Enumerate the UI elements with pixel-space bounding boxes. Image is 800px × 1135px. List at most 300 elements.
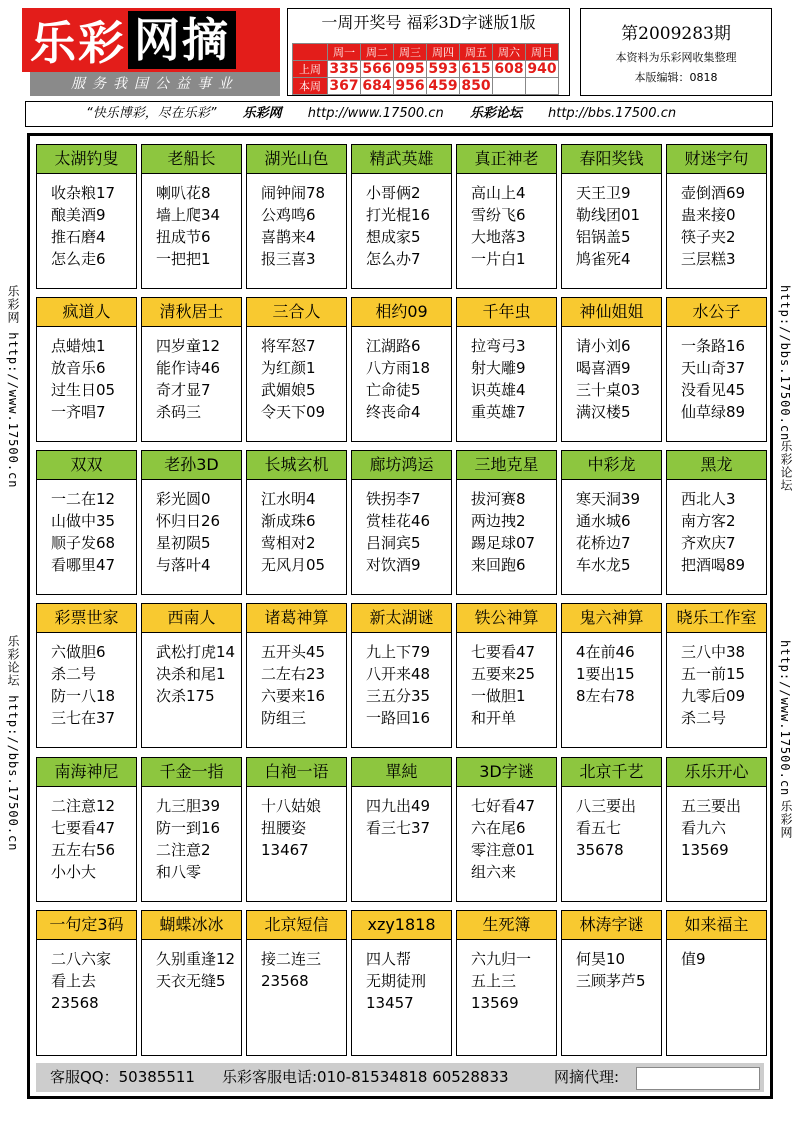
puzzle-card-body bbox=[667, 940, 766, 970]
puzzle-line: 久别重逢12 bbox=[156, 950, 236, 968]
puzzle-line: 打光棍16 bbox=[366, 206, 431, 224]
puzzle-line: 铁拐李7 bbox=[366, 490, 421, 508]
puzzle-line: 拔河赛8 bbox=[471, 490, 526, 508]
puzzle-line: 1要出15 bbox=[576, 665, 635, 683]
logo-text-red: 乐彩 bbox=[30, 16, 126, 70]
this-week-number bbox=[526, 78, 559, 95]
side-text-left-bottom: 乐彩论坛 http://bbs.17500.cn bbox=[6, 635, 20, 852]
side-text-right-top: http://bbs.17500.cn bbox=[778, 285, 792, 442]
puzzle-line: 五三要出 bbox=[681, 797, 742, 815]
puzzle-card-body bbox=[142, 633, 241, 707]
puzzle-card-body bbox=[457, 633, 556, 729]
logo-text-black: 网摘 bbox=[128, 11, 236, 69]
weekly-draw-title: 一周开奖号 福彩3D字谜版1版 bbox=[321, 13, 536, 32]
puzzle-card bbox=[36, 450, 137, 595]
puzzle-line: 三五分35 bbox=[366, 687, 431, 705]
puzzle-card-title: 一句定3码 bbox=[37, 911, 136, 940]
puzzle-card-title: 财迷字句 bbox=[667, 145, 766, 174]
puzzle-card bbox=[36, 144, 137, 289]
puzzle-card-body bbox=[352, 787, 451, 839]
puzzle-line: 八方雨18 bbox=[366, 359, 431, 377]
slogan: 服务我国公益事业 bbox=[30, 72, 280, 96]
puzzle-card bbox=[666, 297, 767, 442]
puzzle-card-body bbox=[667, 787, 766, 861]
puzzle-line: 七要看47 bbox=[471, 643, 536, 661]
puzzle-line: 喝喜酒9 bbox=[576, 359, 631, 377]
puzzle-line: 对饮酒9 bbox=[366, 556, 421, 574]
puzzle-card-body bbox=[247, 633, 346, 729]
puzzle-line: 看上去 bbox=[51, 972, 97, 990]
site-label: 乐彩网 bbox=[242, 106, 282, 121]
puzzle-line: 看九六 bbox=[681, 819, 727, 837]
puzzle-card-body bbox=[352, 940, 451, 1014]
puzzle-line: 六要来16 bbox=[261, 687, 326, 705]
puzzle-card-body bbox=[247, 174, 346, 270]
puzzle-line: 墙上爬34 bbox=[156, 206, 221, 224]
puzzle-line: 收杂粮17 bbox=[51, 184, 116, 202]
puzzle-card-title: 北京短信 bbox=[247, 911, 346, 940]
puzzle-line: 组六来 bbox=[471, 863, 517, 881]
puzzle-card bbox=[456, 297, 557, 442]
puzzle-card bbox=[456, 910, 557, 1056]
puzzle-line: 铝锅盖5 bbox=[576, 228, 631, 246]
puzzle-line: 酿美酒9 bbox=[51, 206, 106, 224]
weekday-header: 周四 bbox=[427, 44, 460, 61]
puzzle-line: 一做胆1 bbox=[471, 687, 526, 705]
puzzle-line: 天衣无缝5 bbox=[156, 972, 226, 990]
puzzle-line: 三顾茅芦5 bbox=[576, 972, 646, 990]
puzzle-line: 三八中38 bbox=[681, 643, 746, 661]
puzzle-line: 齐欢庆7 bbox=[681, 534, 736, 552]
puzzle-line: 通水城6 bbox=[576, 512, 631, 530]
puzzle-card bbox=[141, 603, 242, 748]
puzzle-card-body bbox=[37, 787, 136, 883]
puzzle-card-title: 南海神尼 bbox=[37, 758, 136, 787]
puzzle-line: 顺子发68 bbox=[51, 534, 116, 552]
puzzle-card-body bbox=[247, 327, 346, 423]
puzzle-card bbox=[561, 910, 662, 1056]
puzzle-card bbox=[561, 450, 662, 595]
puzzle-card-title: 真正神老 bbox=[457, 145, 556, 174]
puzzle-card bbox=[351, 910, 452, 1056]
puzzle-card-title: 如来福主 bbox=[667, 911, 766, 940]
puzzle-line: 仙草绿89 bbox=[681, 403, 746, 421]
puzzle-line: 想成家5 bbox=[366, 228, 421, 246]
puzzle-card-body bbox=[457, 787, 556, 883]
puzzle-line: 五左右56 bbox=[51, 841, 116, 859]
puzzle-card bbox=[246, 910, 347, 1056]
puzzle-line: 一片白1 bbox=[471, 250, 526, 268]
puzzle-card-title: 生死簿 bbox=[457, 911, 556, 940]
issue-number: 第2009283期 bbox=[621, 24, 731, 44]
puzzle-line: 4在前46 bbox=[576, 643, 635, 661]
puzzle-line: 一二在12 bbox=[51, 490, 116, 508]
puzzle-line: 五一前15 bbox=[681, 665, 746, 683]
puzzle-card-body bbox=[667, 480, 766, 576]
puzzle-line: 莺相对2 bbox=[261, 534, 316, 552]
source-note: 本资料为乐彩网收集整理 bbox=[615, 51, 737, 64]
puzzle-line: 点蜡烛1 bbox=[51, 337, 106, 355]
puzzle-card-body bbox=[142, 174, 241, 270]
puzzle-line: 决杀和尾1 bbox=[156, 665, 226, 683]
puzzle-line: 奇才显7 bbox=[156, 381, 211, 399]
puzzle-line: 天王卫9 bbox=[576, 184, 631, 202]
editor-note: 本版编辑：0818 bbox=[634, 71, 718, 84]
puzzle-card-body bbox=[457, 327, 556, 423]
puzzle-line: 彩光圆0 bbox=[156, 490, 211, 508]
site-link[interactable]: http://www.17500.cn bbox=[307, 106, 444, 121]
puzzle-card-body bbox=[247, 787, 346, 861]
puzzle-line: 杀码三 bbox=[156, 403, 202, 421]
puzzle-line: 二注意2 bbox=[156, 841, 211, 859]
agent-label: 网摘代理: bbox=[554, 1068, 620, 1086]
puzzle-line: 杀二号 bbox=[681, 709, 727, 727]
weekly-draw-table bbox=[292, 43, 559, 95]
puzzle-line: 壶倒酒69 bbox=[681, 184, 746, 202]
puzzle-line: 大地落3 bbox=[471, 228, 526, 246]
puzzle-line: 13457 bbox=[366, 994, 414, 1012]
puzzle-card-body bbox=[352, 174, 451, 270]
this-week-number: 459 bbox=[428, 78, 458, 94]
puzzle-card-title: 千年虫 bbox=[457, 298, 556, 327]
puzzle-line: 重英雄7 bbox=[471, 403, 526, 421]
puzzle-card-body bbox=[667, 327, 766, 423]
puzzle-card bbox=[351, 144, 452, 289]
puzzle-line: 喜鹊来4 bbox=[261, 228, 316, 246]
puzzle-line: 踢足球07 bbox=[471, 534, 536, 552]
puzzle-card-title: 三地克星 bbox=[457, 451, 556, 480]
puzzle-card-title: 單純 bbox=[352, 758, 451, 787]
agent-field[interactable] bbox=[636, 1067, 760, 1090]
this-week-number: 684 bbox=[362, 78, 392, 94]
puzzle-card-title: 太湖钓叟 bbox=[37, 145, 136, 174]
puzzle-line: 无期徒刑 bbox=[366, 972, 427, 990]
puzzle-line: 四岁童12 bbox=[156, 337, 221, 355]
puzzle-line: 看五七 bbox=[576, 819, 622, 837]
this-week-number bbox=[493, 78, 526, 95]
puzzle-line: 西北人3 bbox=[681, 490, 736, 508]
puzzle-line: 怀归日26 bbox=[156, 512, 221, 530]
puzzle-line: 寒天洞39 bbox=[576, 490, 641, 508]
puzzle-line: 六在尾6 bbox=[471, 819, 526, 837]
puzzle-card-title: 长城玄机 bbox=[247, 451, 346, 480]
puzzle-card bbox=[561, 297, 662, 442]
puzzle-card-body bbox=[352, 327, 451, 423]
puzzle-card-body bbox=[37, 480, 136, 576]
puzzle-card-body bbox=[37, 327, 136, 423]
puzzle-line: 怎么办7 bbox=[366, 250, 421, 268]
puzzle-line: 一把把1 bbox=[156, 250, 211, 268]
puzzle-line: 公鸡鸣6 bbox=[261, 206, 316, 224]
puzzle-card-title: 彩票世家 bbox=[37, 604, 136, 633]
puzzle-line: 将军怒7 bbox=[261, 337, 316, 355]
puzzle-line: 七要看47 bbox=[51, 819, 116, 837]
puzzle-card bbox=[666, 757, 767, 902]
puzzle-line: 射大雕9 bbox=[471, 359, 526, 377]
puzzle-line: 雪纷飞6 bbox=[471, 206, 526, 224]
puzzle-line: 拉弯弓3 bbox=[471, 337, 526, 355]
puzzle-card-title: 疯道人 bbox=[37, 298, 136, 327]
puzzle-line: 赏桂花46 bbox=[366, 512, 431, 530]
puzzle-line: 防组三 bbox=[261, 709, 307, 727]
puzzle-card bbox=[246, 603, 347, 748]
puzzle-line: 和开单 bbox=[471, 709, 517, 727]
puzzle-card-title: 白袍一语 bbox=[247, 758, 346, 787]
puzzle-line: 三七在37 bbox=[51, 709, 116, 727]
puzzle-card-title: 鬼六神算 bbox=[562, 604, 661, 633]
puzzle-card-body bbox=[457, 480, 556, 576]
puzzle-card bbox=[666, 144, 767, 289]
puzzle-line: 六九归一 bbox=[471, 950, 532, 968]
last-week-number: 566 bbox=[362, 61, 392, 77]
puzzle-card-title: 诸葛神算 bbox=[247, 604, 346, 633]
puzzle-card-title: 林涛字谜 bbox=[562, 911, 661, 940]
puzzle-line: 23568 bbox=[51, 994, 99, 1012]
weekday-header: 周五 bbox=[460, 44, 493, 61]
puzzle-line: 过生日05 bbox=[51, 381, 116, 399]
puzzle-line: 零注意01 bbox=[471, 841, 536, 859]
puzzle-line: 十八姑娘 bbox=[261, 797, 322, 815]
this-week-label: 本周 bbox=[293, 78, 328, 95]
side-text-left-top: 乐彩网 http://www.17500.cn bbox=[6, 285, 20, 489]
puzzle-card-title: 老船长 bbox=[142, 145, 241, 174]
site-logo bbox=[22, 8, 280, 72]
puzzle-line: 八开来48 bbox=[366, 665, 431, 683]
puzzle-line: 13467 bbox=[261, 841, 309, 859]
puzzle-card-body bbox=[667, 633, 766, 729]
puzzle-line: 五要来25 bbox=[471, 665, 536, 683]
puzzle-card-body bbox=[142, 327, 241, 423]
puzzle-card-title: 湖光山色 bbox=[247, 145, 346, 174]
forum-label: 乐彩论坛 bbox=[469, 106, 522, 121]
puzzle-card-title: 清秋居士 bbox=[142, 298, 241, 327]
puzzle-card bbox=[141, 297, 242, 442]
last-week-number: 095 bbox=[395, 61, 425, 77]
puzzle-line: 一齐唱7 bbox=[51, 403, 106, 421]
puzzle-card bbox=[666, 910, 767, 1056]
puzzle-line: 五上三 bbox=[471, 972, 517, 990]
puzzle-card bbox=[36, 603, 137, 748]
puzzle-card bbox=[36, 297, 137, 442]
puzzle-line: 扭腰姿 bbox=[261, 819, 307, 837]
issue-panel bbox=[580, 8, 772, 96]
puzzle-card-body bbox=[562, 327, 661, 423]
puzzle-card-body bbox=[562, 633, 661, 707]
puzzle-line: 二注意12 bbox=[51, 797, 116, 815]
last-week-label: 上周 bbox=[293, 61, 328, 78]
last-week-number: 335 bbox=[329, 61, 359, 77]
puzzle-line: 扭成节6 bbox=[156, 228, 211, 246]
puzzle-card-body bbox=[142, 480, 241, 576]
puzzle-card bbox=[561, 144, 662, 289]
puzzle-line: 值9 bbox=[681, 950, 706, 968]
puzzle-card bbox=[456, 603, 557, 748]
puzzle-line: 山做中35 bbox=[51, 512, 116, 530]
puzzle-card bbox=[36, 757, 137, 902]
service-phone: 乐彩客服电话:010-81534818 60528833 bbox=[222, 1068, 509, 1086]
puzzle-line: 小哥俩2 bbox=[366, 184, 421, 202]
puzzle-line: 13569 bbox=[681, 841, 729, 859]
puzzle-card bbox=[351, 297, 452, 442]
puzzle-line: 车水龙5 bbox=[576, 556, 631, 574]
puzzle-line: 二八六家 bbox=[51, 950, 112, 968]
puzzle-line: 13569 bbox=[471, 994, 519, 1012]
puzzle-card-title: 3D字谜 bbox=[457, 758, 556, 787]
weekday-header: 周二 bbox=[361, 44, 394, 61]
puzzle-card bbox=[666, 450, 767, 595]
puzzle-line: 小小大 bbox=[51, 863, 97, 881]
puzzle-card-body bbox=[562, 174, 661, 270]
puzzle-line: 令天下09 bbox=[261, 403, 326, 421]
puzzle-card-title: 老孙3D bbox=[142, 451, 241, 480]
weekday-header: 周三 bbox=[394, 44, 427, 61]
puzzle-line: 闹钟闹78 bbox=[261, 184, 326, 202]
puzzle-line: 来回跑6 bbox=[471, 556, 526, 574]
puzzle-line: 防一八18 bbox=[51, 687, 116, 705]
puzzle-card-body bbox=[457, 174, 556, 270]
puzzle-card-title: 新太湖谜 bbox=[352, 604, 451, 633]
puzzle-line: 吕洞宾5 bbox=[366, 534, 421, 552]
puzzle-card-title: 晓乐工作室 bbox=[667, 604, 766, 633]
puzzle-line: 放音乐6 bbox=[51, 359, 106, 377]
footer-bar bbox=[36, 1063, 764, 1092]
puzzle-card-title: 蝴蝶冰冰 bbox=[142, 911, 241, 940]
puzzle-card bbox=[141, 910, 242, 1056]
puzzle-line: 江水明4 bbox=[261, 490, 316, 508]
weekday-header: 周一 bbox=[328, 44, 361, 61]
puzzle-line: 一路回16 bbox=[366, 709, 431, 727]
puzzle-line: 何昊10 bbox=[576, 950, 626, 968]
puzzle-card-body bbox=[457, 940, 556, 1014]
puzzle-card-body bbox=[667, 174, 766, 270]
puzzle-line: 九三胆39 bbox=[156, 797, 221, 815]
puzzle-line: 星初陨5 bbox=[156, 534, 211, 552]
puzzle-card bbox=[351, 757, 452, 902]
puzzle-card-title: 铁公神算 bbox=[457, 604, 556, 633]
tagline-bar bbox=[25, 101, 773, 127]
puzzle-line: 八三要出 bbox=[576, 797, 637, 815]
puzzle-card bbox=[141, 757, 242, 902]
puzzle-line: 武松打虎14 bbox=[156, 643, 236, 661]
puzzle-line: 终丧命4 bbox=[366, 403, 421, 421]
puzzle-line: 三层糕3 bbox=[681, 250, 736, 268]
puzzle-card-body bbox=[562, 940, 661, 992]
puzzle-card-title: 春阳奖钱 bbox=[562, 145, 661, 174]
puzzle-card bbox=[246, 450, 347, 595]
puzzle-line: 五开头45 bbox=[261, 643, 326, 661]
puzzle-card bbox=[351, 603, 452, 748]
puzzle-line: 无风月05 bbox=[261, 556, 326, 574]
puzzle-line: 鸠雀死4 bbox=[576, 250, 631, 268]
puzzle-line: 筷子夹2 bbox=[681, 228, 736, 246]
puzzle-card-body bbox=[562, 787, 661, 861]
puzzle-line: 九零后09 bbox=[681, 687, 746, 705]
puzzle-line: 次杀175 bbox=[156, 687, 215, 705]
puzzle-card-title: 千金一指 bbox=[142, 758, 241, 787]
puzzle-line: 杀二号 bbox=[51, 665, 97, 683]
puzzle-card-body bbox=[142, 940, 241, 992]
puzzle-card-title: 中彩龙 bbox=[562, 451, 661, 480]
puzzle-line: 35678 bbox=[576, 841, 624, 859]
puzzle-card bbox=[246, 297, 347, 442]
puzzle-line: 四人帮 bbox=[366, 950, 412, 968]
puzzle-line: 23568 bbox=[261, 972, 309, 990]
puzzle-card bbox=[246, 144, 347, 289]
last-week-number: 615 bbox=[461, 61, 491, 77]
puzzle-line: 请小刘6 bbox=[576, 337, 631, 355]
puzzle-line: 把酒喝89 bbox=[681, 556, 746, 574]
this-week-number: 850 bbox=[461, 78, 491, 94]
forum-link[interactable]: http://bbs.17500.cn bbox=[547, 106, 677, 121]
puzzle-line: 两边拽2 bbox=[471, 512, 526, 530]
puzzle-card-title: xzy1818 bbox=[352, 911, 451, 940]
puzzle-line: 勒线团01 bbox=[576, 206, 641, 224]
puzzle-line: 一条路16 bbox=[681, 337, 746, 355]
puzzle-card-body bbox=[352, 633, 451, 729]
last-week-number: 608 bbox=[494, 61, 524, 77]
puzzle-line: 三十桌03 bbox=[576, 381, 641, 399]
puzzle-card bbox=[456, 144, 557, 289]
puzzle-line: 渐成珠6 bbox=[261, 512, 316, 530]
side-label-right-bottom: 乐彩网 bbox=[779, 800, 793, 839]
this-week-number: 956 bbox=[395, 78, 425, 94]
puzzle-card-body bbox=[247, 480, 346, 576]
puzzle-line: 和八零 bbox=[156, 863, 202, 881]
puzzle-card bbox=[561, 603, 662, 748]
puzzle-card bbox=[141, 450, 242, 595]
puzzle-card-title: 廊坊鸿运 bbox=[352, 451, 451, 480]
puzzle-line: 南方客2 bbox=[681, 512, 736, 530]
puzzle-line: 九上下79 bbox=[366, 643, 431, 661]
tagline-quote: “快乐博彩，尽在乐彩” bbox=[86, 106, 217, 121]
puzzle-line: 没看见45 bbox=[681, 381, 746, 399]
puzzle-line: 怎么走6 bbox=[51, 250, 106, 268]
puzzle-line: 二左右23 bbox=[261, 665, 326, 683]
puzzle-card-body bbox=[37, 633, 136, 729]
puzzle-card-title: 黑龙 bbox=[667, 451, 766, 480]
puzzle-card-title: 相约09 bbox=[352, 298, 451, 327]
puzzle-card-title: 北京千艺 bbox=[562, 758, 661, 787]
puzzle-line: 四九出49 bbox=[366, 797, 431, 815]
puzzle-line: 防一到16 bbox=[156, 819, 221, 837]
service-qq: 客服QQ：50385511 bbox=[50, 1068, 195, 1086]
puzzle-card-title: 水公子 bbox=[667, 298, 766, 327]
puzzle-card-body bbox=[562, 480, 661, 576]
puzzle-card-title: 精武英雄 bbox=[352, 145, 451, 174]
puzzle-card bbox=[36, 910, 137, 1056]
puzzle-card-body bbox=[352, 480, 451, 576]
puzzle-line: 喇叭花8 bbox=[156, 184, 211, 202]
puzzle-card-title: 神仙姐姐 bbox=[562, 298, 661, 327]
puzzle-line: 六做胆6 bbox=[51, 643, 106, 661]
puzzle-card-title: 乐乐开心 bbox=[667, 758, 766, 787]
puzzle-line: 8左右78 bbox=[576, 687, 635, 705]
puzzle-card-title: 西南人 bbox=[142, 604, 241, 633]
puzzle-card bbox=[141, 144, 242, 289]
puzzle-line: 高山上4 bbox=[471, 184, 526, 202]
puzzle-line: 看哪里47 bbox=[51, 556, 116, 574]
puzzle-line: 亡命徒5 bbox=[366, 381, 421, 399]
puzzle-line: 天山奇37 bbox=[681, 359, 746, 377]
puzzle-card-title: 双双 bbox=[37, 451, 136, 480]
weekday-header: 周日 bbox=[526, 44, 559, 61]
weekly-draw-panel bbox=[287, 8, 570, 96]
puzzle-card bbox=[666, 603, 767, 748]
puzzle-line: 七好看47 bbox=[471, 797, 536, 815]
puzzle-line: 与落叶4 bbox=[156, 556, 211, 574]
puzzle-line: 为红颜1 bbox=[261, 359, 316, 377]
puzzle-line: 满汉楼5 bbox=[576, 403, 631, 421]
